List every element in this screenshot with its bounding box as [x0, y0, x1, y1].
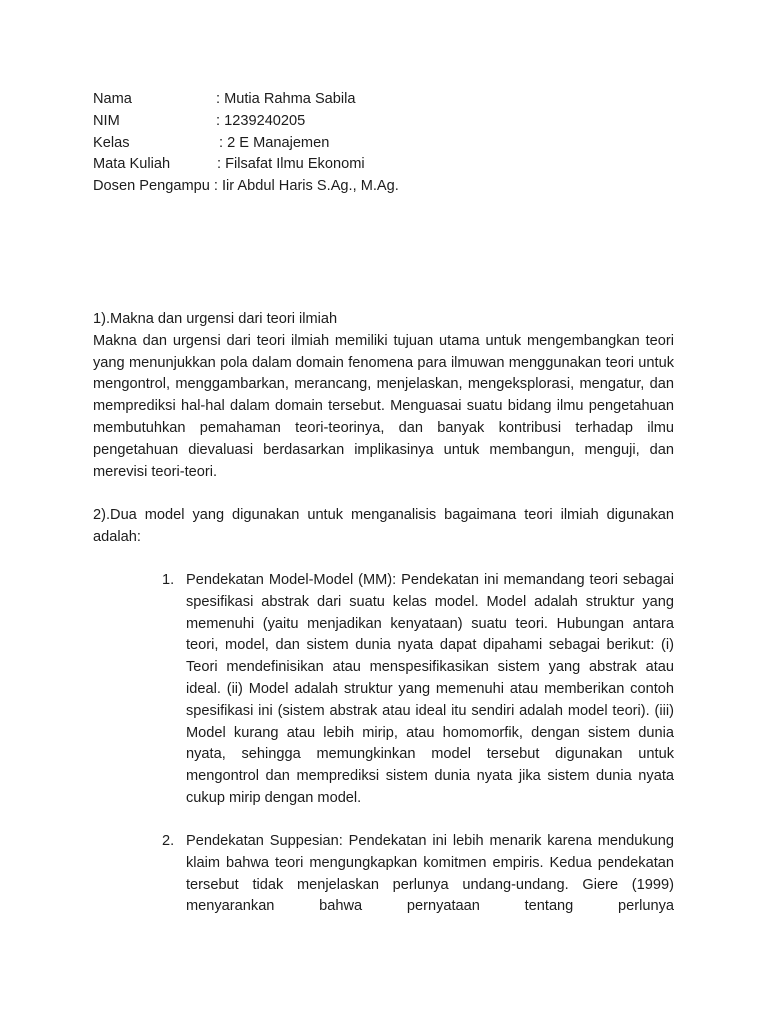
nim-value: : 1239240205: [216, 112, 306, 129]
section-1: [93, 309, 674, 483]
kelas-row: [93, 133, 399, 155]
nim-label: NIM: [93, 112, 120, 129]
list-item-text: Pendekatan Suppesian: Pendekatan ini lebih menarik karena mendukung klaim bahwa teori mengungkapkan komitmen empiris. Kedua pendekatan tersebut tidak menjelaskan perlunya undang-undang. Giere (1999) menyarankan bahwa pernyataan tentang perlunya: [186, 833, 674, 915]
kelas-label: Kelas: [93, 134, 130, 151]
student-info-header: [93, 89, 399, 198]
kelas-value: : 2 E Manajemen: [219, 134, 330, 151]
section-1-paragraph: Makna dan urgensi dari teori ilmiah memiliki tujuan utama untuk mengembangkan teori yang menunjukkan pola dalam domain fenomena para ilmuwan menggunakan teori untuk mengontrol, menggambarkan, merancang, menjelaskan, mengeksplorasi, mengatur, dan memprediksi hal-hal dalam domain tersebut. Menguasai suatu bidang ilmu pengetahuan membutuhkan pemahaman teori-teorinya, dan banyak kontribusi terhadap ilmu pengetahuan dievaluasi berdasarkan implikasinya untuk membangun, menguji, dan merevisi teori-teori.: [93, 332, 674, 480]
mata-kuliah-label: Mata Kuliah: [93, 156, 171, 173]
section-1-heading: 1).Makna dan urgensi dari teori ilmiah: [93, 311, 338, 327]
dosen-label: Dosen Pengampu: [93, 178, 210, 195]
dosen-value: : Iir Abdul Haris S.Ag., M.Ag.: [209, 178, 399, 195]
dosen-row: [93, 176, 399, 198]
section-2: [93, 505, 674, 549]
nama-row: [93, 89, 399, 111]
list-item-text: Pendekatan Model-Model (MM): Pendekatan ini memandang teori sebagai spesifikasi abstrak dari suatu kelas model. Model adalah struktur yang memenuhi (yaitu menjadikan kenyataan) suatu teori. Hubungan antara teori, model, dan sistem dunia nyata dapat dipahami sebagai berikut: (i) Teori mendefinisikan atau menspesifikasikan sistem yang abstrak atau ideal. (ii) Model adalah struktur yang memenuhi atau memberikan contoh spesifikasi ini (sistem abstrak atau ideal itu sendiri adalah model teori). (iii) Model kurang atau lebih mirip, atau homomorfik, dengan sistem dunia nyata, sehingga memungkinkan model tersebut digunakan untuk mengontrol dan memprediksi sistem dunia nyata jika sistem dunia nyata cukup mirip dengan model.: [186, 572, 674, 806]
mata-kuliah-value: : Filsafat Ilmu Ekonomi: [217, 156, 365, 173]
list-item-number: 1.: [162, 572, 175, 588]
list-item-number: 2.: [162, 833, 175, 849]
mata-kuliah-row: [93, 154, 399, 176]
list-item: [162, 831, 674, 918]
nama-value: : Mutia Rahma Sabila: [216, 91, 356, 107]
nama-label: Nama: [93, 91, 132, 107]
list-item: [162, 570, 674, 810]
nim-row: [93, 111, 399, 133]
section-2-heading: 2).Dua model yang digunakan untuk menganalisis bagaimana teori ilmiah digunakan adalah:: [93, 507, 674, 545]
